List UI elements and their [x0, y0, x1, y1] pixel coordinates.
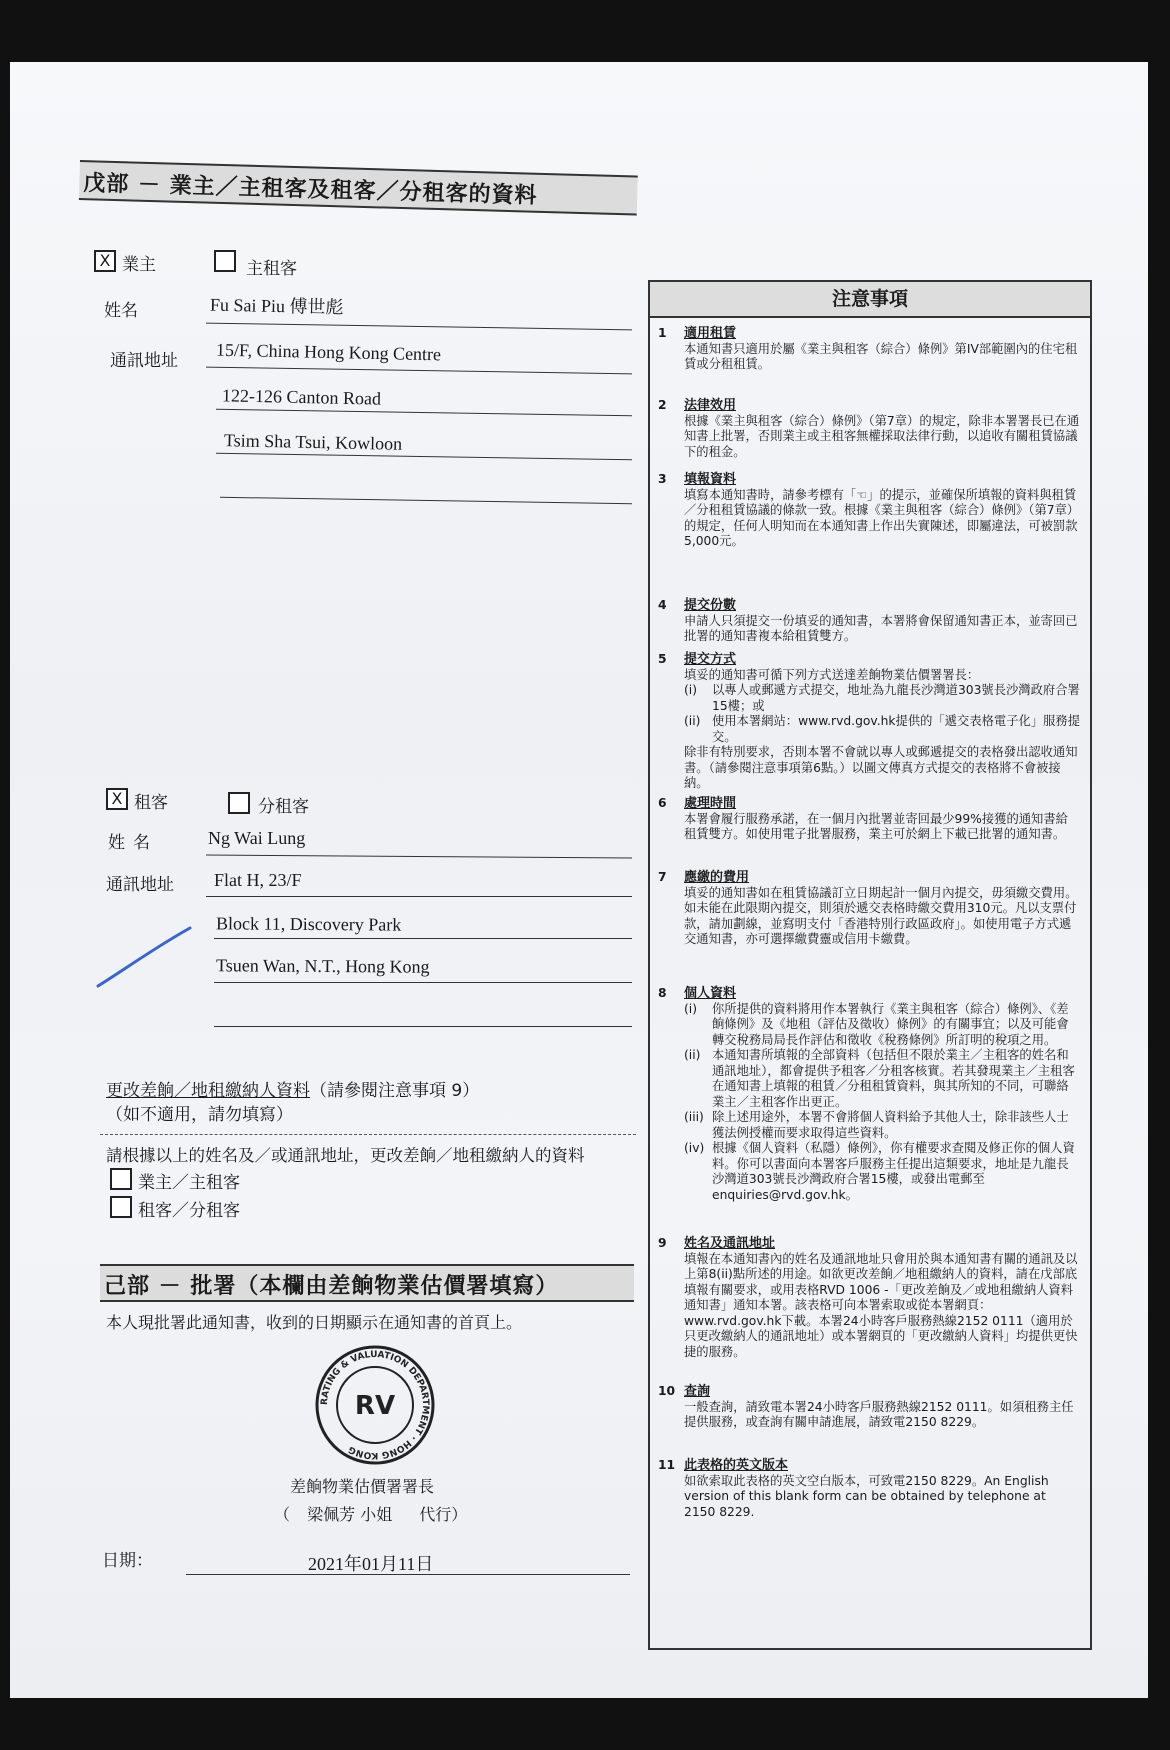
signer-title: 差餉物業估價署署長 — [290, 1477, 435, 1496]
note-item — [658, 1458, 1080, 1520]
change-payer-title: 更改差餉／地租繳納人資料 — [106, 1081, 310, 1101]
tenant-label: 租客 — [134, 793, 168, 813]
owner-label: 業主 — [122, 255, 156, 275]
change-payer-row — [106, 1076, 479, 1101]
note-item — [658, 652, 1080, 792]
tenant-address-line-4 — [214, 1026, 632, 1027]
subtenant-label: 分租客 — [258, 797, 309, 817]
note-heading: 應繳的費用 — [684, 870, 750, 885]
note-heading: 提交方式 — [684, 652, 737, 667]
note-sub-index: (ii) — [684, 714, 701, 728]
note-sub-item — [684, 683, 1080, 714]
note-heading: 姓名及通訊地址 — [684, 1236, 776, 1251]
note-sub-index: (i) — [684, 683, 698, 697]
change-payer-ref: （請參閱注意事項 9） — [310, 1081, 480, 1101]
landlord-name-value: Fu Sai Piu 傅世彪 — [209, 294, 344, 318]
note-sub-text: 你所提供的資料將用作本署執行《業主與租客（綜合）條例》、《差餉條例》及《地租（評估及徵收）條例》的有關事宜；以及可能會轉交稅務局局長作評估和徵收《稅務條例》所訂明的稅項之用。 — [712, 1001, 1069, 1047]
note-number: 6 — [658, 796, 667, 810]
note-item — [658, 1384, 1080, 1431]
note-heading: 此表格的英文版本 — [684, 1458, 789, 1473]
owner-checkbox[interactable]: X — [94, 250, 116, 272]
change-option-tenant-checkbox[interactable] — [110, 1196, 132, 1218]
note-sub-index: (i) — [684, 1001, 698, 1016]
note-body: 一般查詢，請致電本署24小時客戶服務熱線2152 0111。如須租務主任提供服務，或查詢有關申請進展，請致電2150 8229。 — [684, 1399, 1074, 1429]
note-heading: 查詢 — [684, 1384, 711, 1399]
notes-title: 注意事項 — [650, 282, 1090, 318]
note-sub-index: (iii) — [684, 1110, 704, 1124]
landlord-address-line-4 — [220, 497, 632, 504]
note-sub-text: 本通知書所填報的全部資料（包括但不限於業主／主租客的姓名和通訊地址），都會提供予租客／分租客核實。若其發現業主／主租客在通知書上填報的租賃／分租租賃資料，與其所知的不同，可聯絡業主／主租客作出更正。 — [712, 1048, 1075, 1109]
note-item — [658, 472, 1080, 550]
note-sub-item — [684, 714, 1080, 745]
svg-text:RV: RV — [354, 1391, 396, 1421]
change-payer-request: 請根據以上的姓名及／或通訊地址，更改差餉／地租繳納人的資料 — [106, 1146, 585, 1165]
note-number: 11 — [658, 1458, 676, 1472]
note-number: 8 — [658, 986, 667, 1000]
note-body: 填報在本通知書內的姓名及通訊地址只會用於與本通知書有關的通訊及以上第8(ii)點所述的用途。如欲更改差餉／地租繳納人的資料，請在戊部底填報有關要求，或用表格RVD 1006 -「更改差餉及／或地租繳納人資料通知書」通知本署。該表格可向本署索取或從本署網頁：www.rvd.gov.hk下載。本署24小時客戶服務熱線2152 0111（適用於只更改繳納人的通訊地址）或本署網頁的「更改繳納人資料」均提供更快捷的服務。 — [684, 1251, 1078, 1359]
note-sub-item — [684, 1110, 1080, 1141]
principal-tenant-checkbox[interactable] — [214, 250, 236, 272]
tenant-checkbox[interactable]: X — [106, 788, 128, 810]
note-body: 如欲索取此表格的英文空白版本，可致電2150 8229。An English version of this blank form can be obtained by telephone at 2150 8229. — [684, 1473, 1049, 1519]
section-e-title: 戊部 － 業主／主租客及租客／分租客的資料 — [82, 171, 538, 209]
note-heading: 適用租賃 — [684, 326, 737, 341]
section-e-header — [79, 160, 638, 216]
note-tail: 除非有特別要求，否則本署不會就以專人或郵遞提交的表格發出認收通知書。（請參閱注意事項第6點。）以圖文傳真方式提交的表格將不會被接納。 — [684, 745, 1078, 790]
note-number: 9 — [658, 1236, 667, 1250]
note-sub-text: 除上述用途外，本署不會將個人資料給予其他人士，除非該些人士獲法例授權而要求取得這些資料。 — [712, 1110, 1069, 1140]
note-item — [658, 870, 1080, 948]
change-option-tenant-label: 租客／分租客 — [138, 1201, 240, 1221]
note-number: 5 — [658, 652, 667, 666]
note-item — [658, 986, 1080, 1203]
note-number: 3 — [658, 472, 667, 486]
note-sub-text: 根據《個人資料（私隱）條例》，你有權要求查閱及修正你的個人資料。你可以書面向本署客戶服務主任提出這類要求，地址是九龍長沙灣道303號長沙灣政府合署15樓，或發出電郵至enquiries@rvd.gov.hk。 — [712, 1141, 1075, 1202]
principal-tenant-label: 主租客 — [246, 259, 297, 279]
change-option-landlord-label: 業主／主租客 — [138, 1173, 240, 1193]
note-item — [658, 796, 1080, 843]
signer-paren: （ — [274, 1505, 291, 1524]
pen-stroke — [94, 922, 194, 992]
note-item — [658, 1236, 1080, 1360]
section-f-title: 己部 － 批署（本欄由差餉物業估價署填寫） — [104, 1274, 559, 1299]
note-body: 本通知書只適用於屬《業主與租客（綜合）條例》第IV部範圍內的住宅租賃或分租租賃。 — [684, 341, 1078, 371]
note-sub-text: 使用本署網站：www.rvd.gov.hk提供的「遞交表格電子化」服務提交。 — [712, 714, 1081, 744]
note-number: 1 — [658, 326, 667, 340]
change-option-landlord-checkbox[interactable] — [110, 1168, 132, 1190]
section-f-header — [100, 1264, 634, 1302]
date-value: 2021年01月11日 — [308, 1554, 434, 1574]
tenant-address-line-1: Flat H, 23/F — [214, 870, 302, 890]
note-heading: 填報資料 — [684, 472, 737, 487]
signer-line — [274, 1502, 467, 1525]
note-sub-index: (iv) — [684, 1141, 705, 1155]
note-sub-index: (ii) — [684, 1048, 701, 1062]
note-body: 申請人只須提交一份填妥的通知書，本署將會保留通知書正本，並寄回已批署的通知書複本給租賃雙方。 — [684, 613, 1078, 643]
note-body: 填妥的通知書可循下列方式送達差餉物業估價署署長： — [684, 667, 980, 682]
landlord-address-line-2: 122-126 Canton Road — [221, 385, 382, 409]
landlord-address-line-3: Tsim Sha Tsui, Kowloon — [223, 430, 403, 454]
note-item — [658, 598, 1080, 645]
note-heading: 提交份數 — [684, 598, 737, 613]
note-number: 10 — [658, 1384, 676, 1398]
note-number: 4 — [658, 598, 667, 612]
change-payer-note: （如不適用，請勿填寫） — [106, 1105, 293, 1125]
tenant-name-value: Ng Wai Lung — [208, 828, 306, 848]
seal-text: RATING & VALUATION DEPARTMENT · HONG KONG — [319, 1349, 431, 1461]
note-heading: 處理時間 — [684, 796, 737, 811]
note-number: 7 — [658, 870, 667, 884]
note-sub-item — [684, 1002, 1080, 1049]
note-item — [658, 326, 1080, 373]
tenant-address-line-3: Tsuen Wan, N.T., Hong Kong — [215, 955, 430, 977]
subtenant-checkbox[interactable] — [228, 792, 250, 814]
tenant-address-label: 通訊地址 — [106, 875, 174, 895]
note-sub-item — [684, 1141, 1080, 1203]
department-seal — [312, 1342, 438, 1468]
note-body: 填妥的通知書如在租賃協議訂立日期起計一個月內提交，毋須繳交費用。如未能在此限期內提交，則須於遞交表格時繳交費用310元。凡以支票付款，請加劃線，並寫明支付「香港特別行政區政府」。如使用電子方式遞交通知書，亦可選擇繳費靈或信用卡繳費。 — [684, 885, 1078, 946]
note-number: 2 — [658, 398, 667, 412]
notes-panel — [648, 280, 1092, 1650]
landlord-address-label: 通訊地址 — [110, 351, 178, 371]
endorsement-statement: 本人現批署此通知書，收到的日期顯示在通知書的首頁上。 — [106, 1313, 523, 1332]
note-item — [658, 398, 1080, 460]
document-page — [10, 62, 1148, 1698]
tenant-name-label: 姓名 — [108, 833, 158, 853]
note-body: 填寫本通知書時，請參考標有「☜」的提示，並確保所填報的資料與租賃／分租租賃協議的條款一致。根據《業主與租客（綜合）條例》（第7章）的規定，任何人明知而在本通知書上作出失實陳述，即屬違法，可被罰款5,000元。 — [684, 487, 1080, 548]
landlord-address-line-1: 15/F, China Hong Kong Centre — [215, 339, 442, 365]
signer-role: 代行） — [419, 1505, 468, 1524]
landlord-name-label: 姓名 — [104, 301, 138, 321]
note-heading: 個人資料 — [684, 986, 737, 1001]
note-heading: 法律效用 — [684, 398, 737, 413]
note-sub-text: 以專人或郵遞方式提交，地址為九龍長沙灣道303號長沙灣政府合署15樓；或 — [712, 683, 1080, 713]
note-body: 本署會履行服務承諾，在一個月內批署並寄回最少99%接獲的通知書給租賃雙方。如使用電子批署服務，業主可於網上下載已批署的通知書。 — [684, 811, 1068, 841]
tenant-address-line-2: Block 11, Discovery Park — [215, 913, 402, 935]
note-body: 根據《業主與租客（綜合）條例》（第7章）的規定，除非本署署長已在通知書上批署，否則業主或主租客無權採取法律行動，以追收有關租賃協議下的租金。 — [684, 413, 1080, 459]
note-sub-item — [684, 1048, 1080, 1110]
signer-name: 梁佩芳 小姐 — [307, 1505, 393, 1524]
date-label: 日期： — [102, 1551, 153, 1571]
